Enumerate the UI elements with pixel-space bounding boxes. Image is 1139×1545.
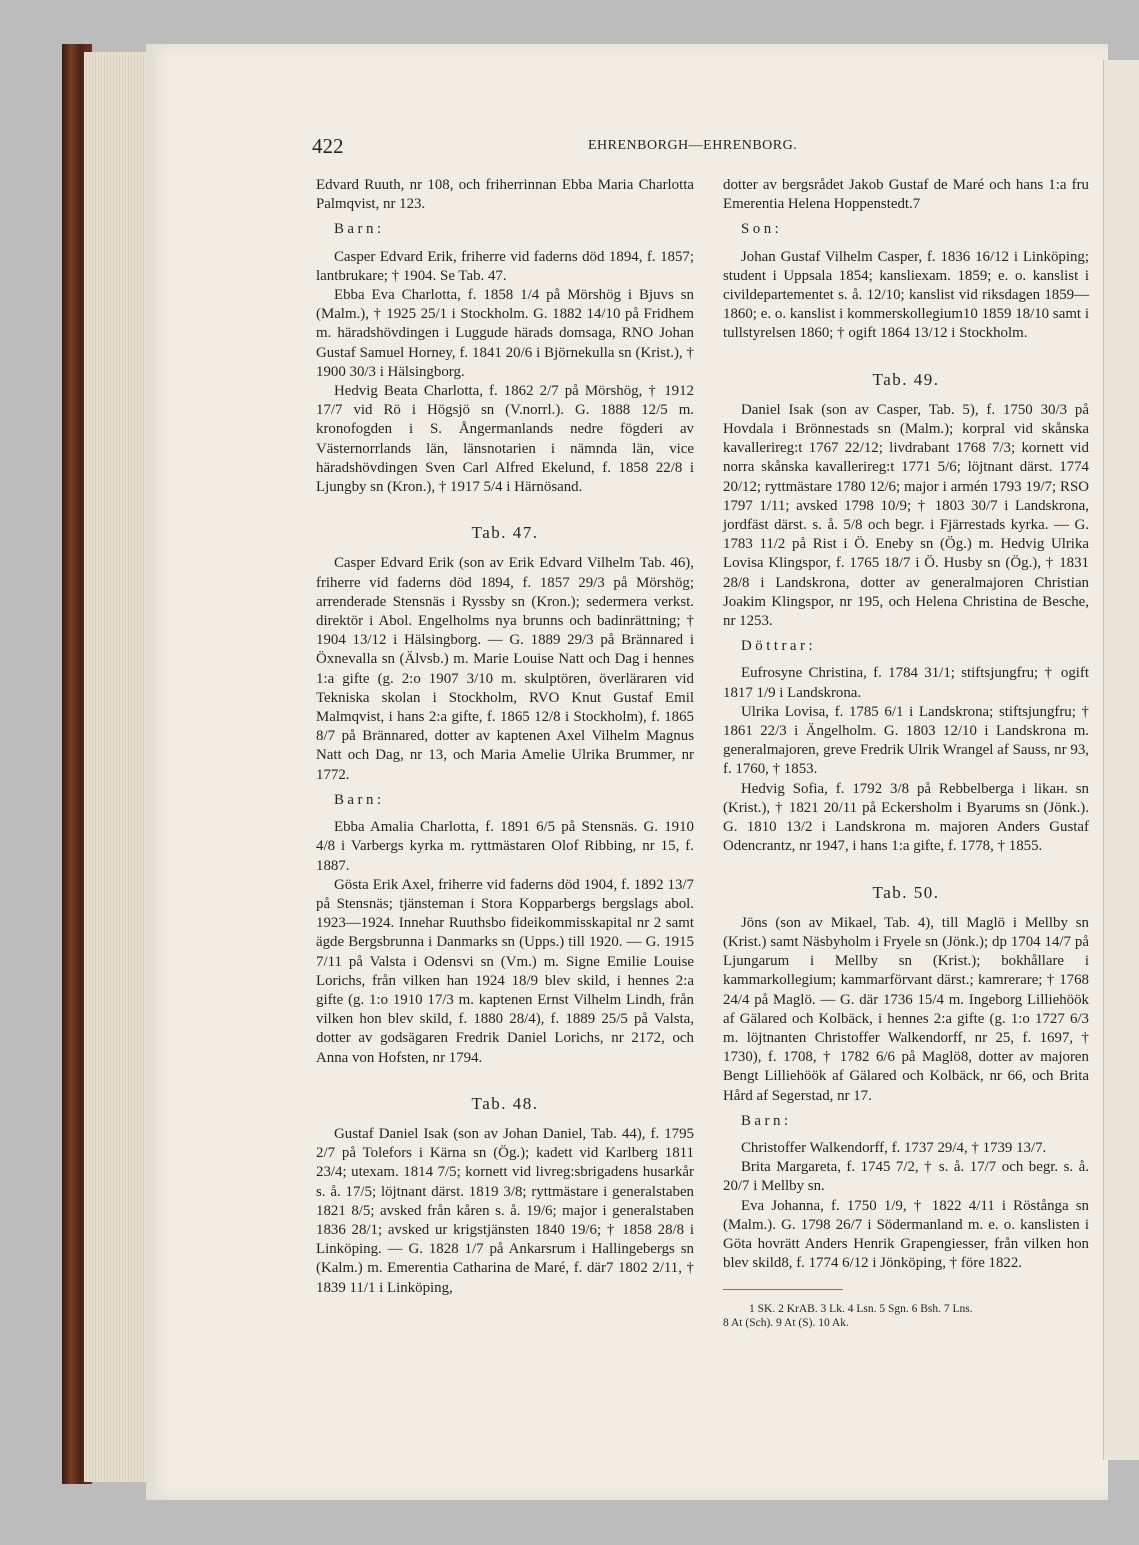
paragraph: Jöns (son av Mikael, Tab. 4), till Maglö i Mellby sn (Krist.) samt Näsbyholm i Fryele sn (Jönk.); dp 1704 14/7 på Ljungarum i Mellby sn (Krist.); bokhållare i kammarkollegium; kammarförvant därst.; kamrerare; † 1768 24/4 på Maglö. — G. där 1736 15/4 m. Ingeborg Lilliehöök af Gälared och Kolbäck, i hennes 2:a gifte (g. 1:o 1727 6/3 m. löjtnanten Christoffer Walkendorff, nr 25, f. 1697, † 1730), f. 1708, † 1782 6/6 på Maglö8, dotter av majoren Bengt Lilliehöök af Gälared och Kolbäck, nr 66, och Brita Hård af Segerstad, nr 17. [723, 914, 1089, 1104]
paragraph: Eufrosyne Christina, f. 1784 31/1; stiftsjungfru; † ogift 1817 1/9 i Landskrona. [723, 665, 1089, 701]
footnote-divider [723, 1289, 843, 1290]
paragraph: Edvard Ruuth, nr 108, och friherrinnan Ebba Maria Charlotta Palmqvist, nr 123. [316, 177, 694, 213]
table-heading: Tab. 49. [872, 369, 940, 389]
paragraph: Ebba Amalia Charlotta, f. 1891 6/5 på Stensnäs. G. 1910 4/8 i Varbergs kyrka m. ryttmästaren Olof Ribbing, nr 15, f. 1887. [316, 819, 694, 874]
paragraph: Hedvig Sofia, f. 1792 3/8 på Rebbelberga i likaн. sn (Krist.), † 1821 20/11 på Eckersholm i Byarums sn (Jönk.). G. 1810 13/2 i Landskrona m. majoren Anders Gustaf Odencrantz, nr 1947, i hans 1:a gifte, f. 1778, † 1855. [723, 780, 1089, 855]
page-number: 422 [312, 134, 344, 158]
section-heading: Barn: [334, 221, 385, 238]
footnote-line: 1 SK. 2 KrAB. 3 Lk. 4 Lsn. 5 Sgn. 6 Bsh. 7 Lns. [749, 1303, 973, 1316]
footnote-line: 8 At (Sch). 9 At (S). 10 Ak. [723, 1317, 849, 1330]
paragraph: Gösta Erik Axel, friherre vid faderns död 1904, f. 1892 13/7 på Stensnäs; tjänsteman i Stora Kopparbergs bergslags abol. 1923—1924. Innehar Ruuthsbo fideikommisskapital nr 2 samt ägde Bergsbrunna i Danmarks sn (Upps.) till 1920. — G. 1915 7/11 på Valsta i Odensvi sn (Vm.) m. Signe Emilie Louise Lorichs, från vilken han 1924 18/9 blev skild, i hennes 2:a gifte (g. 1:o 1910 17/3 m. kaptenen Ernst Vilhelm Lindh, från vilken hon blev skild, f. 1880 28/4), f. 1889 25/5 på Valsta, dotter av godsägaren Fredrik Daniel Lorichs, nr 2172, och Anna von Hofsten, nr 1794. [316, 876, 694, 1066]
paragraph: Gustaf Daniel Isak (son av Johan Daniel, Tab. 44), f. 1795 2/7 på Tolefors i Kärna sn (Ög.); kadett vid Karlberg 1811 23/4; utexam. 1814 7/5; kornett vid livreg:sbrigadens husarkår s. å. 17/5; löjtnant därst. 1819 3/8; ryttmästare i generalstaben 1821 8/5; avsked från kåren s. å. 19/6; major i generalstaben 1836 28/1; avsked ur krigstjänsten 1840 19/6; † 1858 28/8 i Linköping. — G. 1828 1/7 på Ankarsrum i Hallingebergs sn (Kalm.) m. Emerentia Catharina de Maré, f. där7 1802 2/11, † 1839 11/1 i Linköping, [316, 1125, 694, 1296]
section-heading: Barn: [741, 1112, 792, 1129]
section-heading: Son: [741, 221, 783, 238]
paragraph: Johan Gustaf Vilhelm Casper, f. 1836 16/12 i Linköping; student i Uppsala 1854; kansliexam. 1859; e. o. kanslist i civildepartementet s. å. 12/10; kanslist vid riksdagen 1859—1860; e. o. kanslist i kommerskollegium10 1859 18/10 samt i tullstyrelsen 1860; † ogift 1864 13/12 i Stockholm. [723, 248, 1089, 342]
running-head: EHRENBORGH—EHRENBORG. [588, 138, 798, 153]
paragraph: dotter av bergsrådet Jakob Gustaf de Maré och hans 1:a fru Emerentia Helena Hoppenstedt.7 [723, 177, 1089, 213]
table-heading: Tab. 47. [471, 523, 539, 543]
page-stack-edge [84, 52, 154, 1482]
paragraph: Casper Edvard Erik (son av Erik Edvard Vilhelm Tab. 46), friherre vid faderns död 1894, f. 1857 29/3 på Mörshög; arrenderade Stensnäs i Ryssby sn (Kron.); sedermera verkst. direktör i Abol. Engelholms nya brunns och badinrättning; † 1904 13/12 i Hälsingborg. — G. 1889 29/3 på Brännared i Öxnevalla sn (Älvsb.) m. Marie Louise Natt och Dag i hennes 1:a gifte (g. 2:o 1907 3/10 m. skulptören, överläraren vid Tekniska skolan i Stockholm, RVO Knut Gustaf Emil Malmqvist, i hans 2:a gifte, f. 1865 12/8 i Stockholm), f. 1865 8/7 på Brännared, dotter av kaptenen Axel Vilhelm Magnus Natt och Dag, nr 13, och Maria Amelie Ulrika Brummer, nr 1772. [316, 555, 694, 783]
right-column [723, 176, 1089, 1330]
paragraph: Brita Margareta, f. 1745 7/2, † s. å. 17/7 och begr. s. å. 20/7 i Mellby sn. [723, 1159, 1089, 1195]
left-column [316, 176, 694, 1298]
paragraph: Ulrika Lovisa, f. 1785 6/1 i Landskrona; stiftsjungfru; † 1861 22/3 i Ängelholm. G. 1803 12/10 i Landskrona m. generalmajoren, greve Fredrik Ulrik Wrangel af Sauss, nr 93, f. 1760, † 1853. [723, 703, 1089, 778]
next-page-edge [1103, 60, 1139, 1460]
section-heading: Barn: [334, 791, 385, 808]
section-heading: Döttrar: [741, 638, 817, 655]
table-heading: Tab. 50. [872, 882, 940, 902]
paragraph: Casper Edvard Erik, friherre vid faderns död 1894, f. 1857; lantbrukare; † 1904. Se Tab. 47. [316, 248, 694, 284]
footnotes [723, 1302, 1089, 1330]
paragraph: Ebba Eva Charlotta, f. 1858 1/4 på Mörshög i Bjuvs sn (Malm.), † 1925 25/1 i Stockholm. G. 1882 14/10 på Fridhem m. häradshövdingen i Luggude härads domsaga, RNO Johan Gustaf Samuel Horney, f. 1841 20/6 i Björnekulla sn (Krist.), † 1900 30/3 i Hälsingborg. [316, 287, 694, 380]
paragraph: Daniel Isak (son av Casper, Tab. 5), f. 1750 30/3 på Hovdala i Brönnestads sn (Malm.); korpral vid skånska kavallerireg:t 1767 22/12; livdrabant 1768 7/3; kornett vid norra skånska kavallerireg:t 1771 5/6; löjtnant därst. 1774 20/12; ryttmästare 1780 12/6; major i armén 1793 19/7; RSO 1797 1/11; avsked 1798 10/9; † 1803 30/7 i Landskrona, jordfäst därst. s. å. 5/8 och begr. i Fjärrestads kyrka. — G. 1783 11/2 på Rist i Ö. Eneby sn (Ög.) m. Hedvig Ulrika Lovisa Klingspor, f. 1765 18/7 i Ö. Husby sn (Ög.), † 1831 28/8 i Landskrona, dotter av generalmajoren Christian Joakim Klingspor, nr 195, och Helena Christina de Besche, nr 1253. [723, 401, 1089, 630]
paragraph: Hedvig Beata Charlotta, f. 1862 2/7 på Mörshög, † 1912 17/7 vid Rö i Högsjö sn (V.norrl.). G. 1888 12/5 m. kronofogden i S. Ångermanlands nedre fögderi av Västernorrlands län, länsnotarien i nämnda län, vice häradshövdingen Sven Carl Alfred Ekelund, f. 1858 22/8 i Ljungby sn (Kron.), † 1917 5/4 i Härnösand. [316, 383, 694, 496]
paragraph: Christoffer Walkendorff, f. 1737 29/4, † 1739 13/7. [741, 1139, 1047, 1156]
table-heading: Tab. 48. [471, 1093, 539, 1113]
paragraph: Eva Johanna, f. 1750 1/9, † 1822 4/11 i Röstånga sn (Malm.). G. 1798 26/7 i Södermanland m. e. o. kanslisten i Göta hovrätt Anders Henrik Grapengiesser, från vilken hon blev skild8, f. 1774 6/12 i Jönköping, † före 1822. [723, 1197, 1089, 1272]
